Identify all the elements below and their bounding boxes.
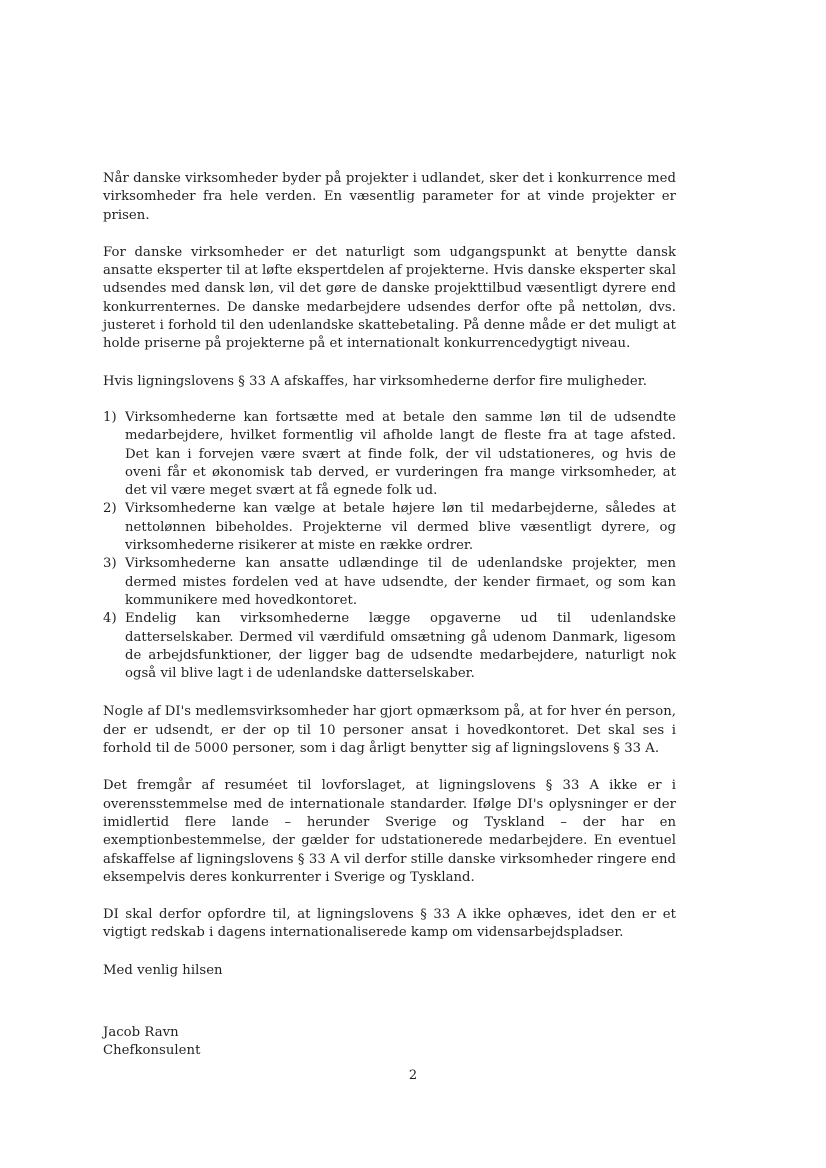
closing-salutation: Med venlig hilsen [103, 962, 223, 978]
list-item [103, 500, 676, 555]
paragraph-options-lead: Hvis ligningslovens § 33 A afskaffes, har virksomhederne derfor fire muligheder. [103, 373, 647, 389]
page-number: 2 [408, 1068, 418, 1083]
paragraph-standards: Det fremgår af resuméet til lovforslaget, at ligningslovens § 33 A ikke er i overensstemmelse med de internationale standarder. Ifølge DI's oplysninger er der imidlertid flere lande – herunder Sverige og Tyskland – der har en exemptionbestemmelse, der gælder for udstationerede medarbejdere. En eventuel afskaffelse af ligningslovens § 33 A vil derfor stille danske virksomheder ringere end eksempelvis deres konkurrenter i Sverige og Tyskland. [103, 778, 676, 885]
list-item-text: Virksomhederne kan fortsætte med at betale den samme løn til de udsendte medarbejdere, hvilket formentlig vil afholde langt de fleste fra at tage afsted. Det kan i forvejen være svært at finde folk, der vil udstationeres, og hvis de oveni får et økonomisk tab derved, er vurderingen fra mange virksomheder, at det vil være meget svært at få egnede folk ud. [125, 409, 676, 499]
paragraph-intro: Når danske virksomheder byder på projekter i udlandet, sker det i konkurrence med virksomheder fra hele verden. En væsentlig parameter for at vinde projekter er prisen. [103, 171, 676, 223]
list-item [103, 409, 676, 500]
list-item-number: 1) [103, 409, 117, 425]
list-item-number: 3) [103, 556, 117, 572]
list-item-text: Virksomhederne kan ansatte udlændinge til de udenlandske projekter, men dermed mistes fordelen ved at have udsendte, der kender firmaet, og som kan kommunikere med hovedkontoret. [125, 556, 676, 608]
paragraph-recommendation: DI skal derfor opfordre til, at ligningslovens § 33 A ikke ophæves, idet den er et vigtigt redskab i dagens internationaliserede kamp om vidensarbejdspladser. [103, 907, 676, 941]
list-item [103, 610, 676, 683]
list-item-text: Virksomhederne kan vælge at betale højere løn til medarbejderne, således at nettolønnen bibeholdes. Projekterne vil dermed blive væsentligt dyrere, og virksomhederne risikerer at miste en række ordrer. [125, 501, 676, 554]
list-item [103, 555, 676, 610]
list-item-number: 4) [103, 611, 117, 627]
options-list [103, 409, 676, 683]
paragraph-context: For danske virksomheder er det naturligt som udgangspunkt at benytte dansk ansatte eksperter til at løfte ekspertdelen af projekterne. Hvis danske eksperter skal udsendes med dansk løn, vil det gøre de danske projekttilbud væsentligt dyrere end konkurrenternes. De danske medarbejdere udsendes derfor ofte på nettoløn, dvs. justeret i forhold til den udenlandske skattebetaling. På denne måde er det muligt at holde priserne på projekterne på et internationalt konkurrencedygtigt niveau. [103, 244, 676, 352]
signer-name: Jacob Ravn [103, 1024, 179, 1040]
list-item-text: Endelig kan virksomhederne lægge opgaverne ud til udenlandske datterselskaber. Dermed vil værdifuld omsætning gå udenom Danmark, ligesom de arbejdsfunktioner, der ligger bag de udsendte medarbejdere, naturligt nok også vil blive lagt i de udenlandske datterselskaber. [125, 611, 676, 682]
signer-title: Chefkonsulent [103, 1043, 201, 1059]
letter-body [103, 170, 676, 1061]
list-item-number: 2) [103, 501, 117, 517]
paragraph-members: Nogle af DI's medlemsvirksomheder har gjort opmærksom på, at for hver én person, der er udsendt, er der op til 10 personer ansat i hovedkontoret. Det skal ses i forhold til de 5000 personer, som i dag årligt benytter sig af ligningslovens § 33 A. [103, 704, 676, 757]
